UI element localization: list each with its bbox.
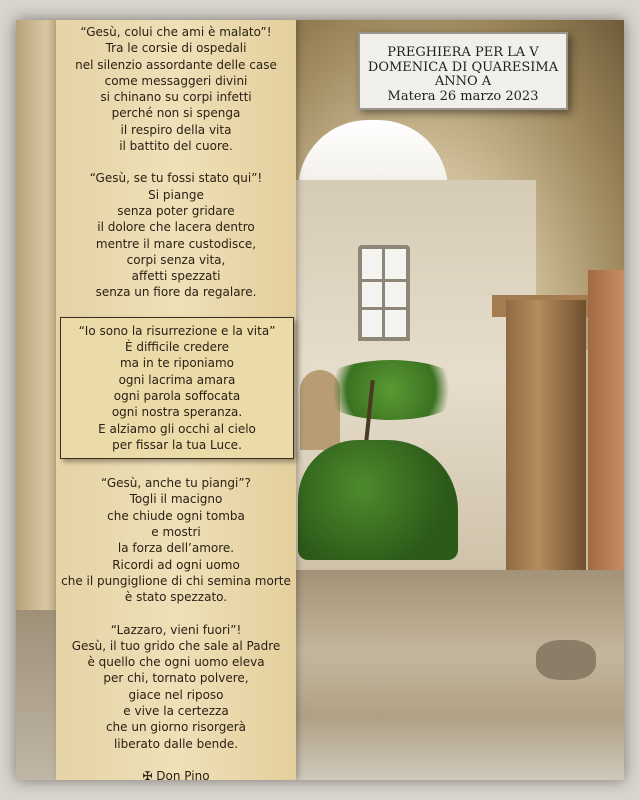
- poem-line: “Gesù, colui che ami è malato”!: [80, 25, 272, 39]
- image-frame: [16, 20, 624, 780]
- poem-line: per fissar la tua Luce.: [112, 437, 242, 452]
- overgrown-bush: [298, 440, 458, 560]
- poem-line: ogni parola soffocata: [113, 388, 241, 403]
- poem-line: affetti spezzati: [131, 269, 221, 284]
- poem-line: “Gesù, anche tu piangi”?: [101, 476, 251, 491]
- poem-line: che un giorno risorgerà: [105, 720, 247, 735]
- poem-line: Tra le corsie di ospedali: [105, 41, 247, 56]
- rubble: [536, 640, 596, 680]
- title-card: [358, 32, 568, 110]
- poem-line: ma in te riponiamo: [119, 356, 235, 371]
- poem-line: il respiro della vita: [120, 122, 232, 137]
- poem-line: “Lazzaro, vieni fuori”!: [110, 622, 242, 637]
- right-wall: [588, 270, 624, 600]
- poem-line: “Io sono la risurrezione e la vita”: [78, 323, 276, 338]
- poem-stanza: [56, 24, 296, 154]
- church-window: [358, 245, 410, 341]
- poem-line: è quello che ogni uomo eleva: [87, 655, 265, 670]
- poem-line: la forza dell’amore.: [117, 541, 235, 556]
- poem-line: È difficile credere: [124, 340, 230, 355]
- poem-stanza: [56, 622, 296, 752]
- poem-line: corpi senza vita,: [126, 252, 226, 267]
- poem-line: come messaggeri divini: [104, 73, 248, 88]
- title-date: Matera 26 marzo 2023: [387, 88, 539, 104]
- poem-line: ogni lacrima amara: [118, 372, 236, 387]
- pillar: [506, 300, 586, 590]
- poem-line: giace nel riposo: [128, 687, 224, 702]
- poem-line: perché non si spenga: [111, 106, 241, 121]
- poem-line: Si piange: [148, 187, 204, 202]
- tree-foliage: [316, 360, 466, 420]
- poem-line: senza poter gridare: [117, 203, 235, 218]
- poem-line: il dolore che lacera dentro: [97, 220, 255, 235]
- poem-stanza: [60, 317, 294, 459]
- poem-stanza: [56, 475, 296, 605]
- poem-line: che il pungiglione di chi semina morte: [61, 573, 291, 588]
- poem-line: che chiude ogni tomba: [107, 508, 245, 523]
- poem-line: ogni nostra speranza.: [111, 405, 243, 420]
- poem-line: per chi, tornato polvere,: [103, 671, 249, 686]
- poem-line: senza un fiore da regalare.: [95, 285, 257, 300]
- poem-line: “Gesù, se tu fossi stato qui”!: [89, 171, 263, 186]
- title-line-2: DOMENICA DI QUARESIMA: [367, 59, 559, 75]
- poem-line: nel silenzio assordante delle case: [75, 57, 277, 72]
- poem-line: il battito del cuore.: [119, 139, 233, 154]
- poem-line: liberato dalle bende.: [113, 736, 239, 751]
- poem: [56, 24, 296, 780]
- poem-line: mentre il mare custodisce,: [95, 236, 257, 251]
- poem-line: Togli il macigno: [129, 492, 223, 507]
- title-line-3: ANNO A: [434, 74, 492, 89]
- poem-line: e mostri: [151, 525, 201, 540]
- poem-line: E alziamo gli occhi al cielo: [98, 421, 256, 436]
- poem-line: e vive la certezza: [123, 703, 229, 718]
- poem-line: si chinano su corpi infetti: [100, 90, 252, 105]
- poem-line: Ricordi ad ogni uomo: [112, 557, 240, 572]
- signature: ✠ Don Pino: [142, 768, 210, 780]
- poem-line: Gesù, il tuo grido che sale al Padre: [71, 638, 281, 653]
- poem-stanza: [56, 170, 296, 300]
- poem-line: è stato spezzato.: [124, 590, 228, 605]
- title-line-1: PREGHIERA PER LA V: [387, 45, 539, 60]
